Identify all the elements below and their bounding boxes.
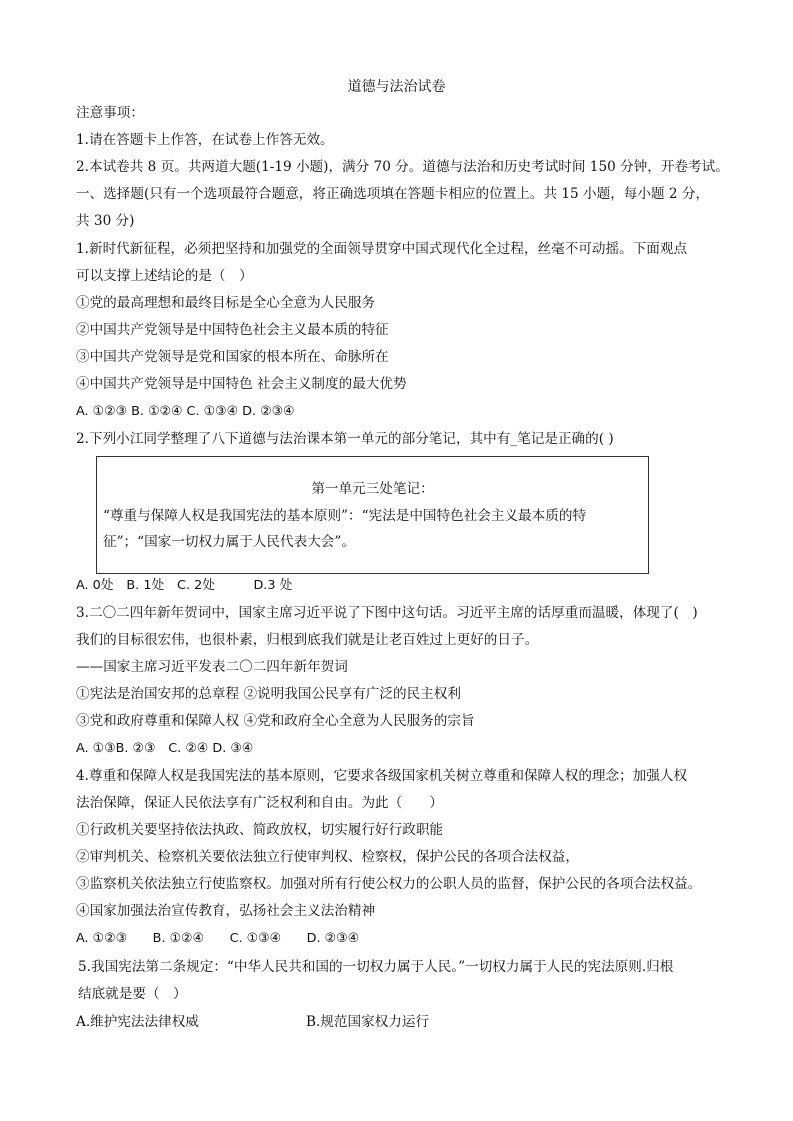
q5-option-b: B.规范国家权力运行 <box>306 1014 430 1030</box>
q4-item-1: ①行政机关要坚持依法执政、简政放权，切实履行好行政职能 <box>76 822 444 838</box>
q5-option-a: A.维护宪法法律权威 <box>76 1014 199 1030</box>
q3-quote: 我们的目标很宏伟，也很朴素，归根到底我们就是让老百姓过上更好的日子。 <box>76 632 539 648</box>
q4-item-2: ②审判机关、检察机关要依法独立行使审判权、检察权，保护公民的各项合法权益， <box>76 849 579 865</box>
q3-item-2: ③党和政府尊重和保障人权 ④党和政府全心全意为人民服务的宗旨 <box>76 713 475 729</box>
q1-item-1: ①党的最高理想和最终目标是全心全意为人民服务 <box>76 295 376 311</box>
q1-item-4: ④中国共产党领导是中国特色 社会主义制度的最大优势 <box>76 376 407 392</box>
note-1: 1.请在答题卡上作答，在试卷上作答无效。 <box>76 132 334 148</box>
note-2: 2.本试卷共 8 页。共两道大题(1-19 小题)，满分 70 分。道德与法治和历史考试时间 150 分钟，开卷考试。 <box>76 159 729 175</box>
q4-item-4: ④国家加强法治宣传教育，弘扬社会主义法治精神 <box>76 903 376 919</box>
section-heading: 一、选择题(只有一个选项最符合题意，将正确选项填在答题卡相应的位置上。共 15 小题，每小题 2 分， <box>76 186 710 202</box>
q1-options: A. ①②③ B. ①②④ C. ①③④ D. ②③④ <box>76 404 295 419</box>
q5-stem-cont: 结底就是要（ ） <box>78 986 187 1002</box>
q1-stem-cont: 可以支撑上述结论的是（ ） <box>76 268 253 284</box>
q1-item-2: ②中国共产党领导是中国特色社会主义最本质的特征 <box>76 322 389 338</box>
q3-options: A. ①③B. ②③ C. ②④ D. ③④ <box>76 741 254 756</box>
q4-item-3: ③监察机关依法独立行使监察权。加强对所有行使公权力的公职人员的监督，保护公民的各项合法权益。 <box>76 876 702 892</box>
q3-stem: 3.二〇二四年新年贺词中，国家主席习近平说了下图中这句话。习近平主席的话厚重而温暖，体现了( ) <box>76 605 698 621</box>
notes-heading: 注意事项： <box>76 105 144 121</box>
q2-box-line-1: “尊重与保障人权是我国宪法的基本原则”：“宪法是中国特色社会主义最本质的特 <box>103 508 587 524</box>
q1-item-3: ③中国共产党领导是党和国家的根本所在、命脉所在 <box>76 349 389 365</box>
q4-options: A. ①②③ B. ①②④ C. ①③④ D. ②③④ <box>76 931 360 946</box>
q3-item-1: ①宪法是治国安邦的总章程 ②说明我国公民享有广泛的民主权利 <box>76 686 461 702</box>
section-heading-cont: 共 30 分) <box>76 213 135 229</box>
q4-stem-cont: 法治保障，保证人民依法享有广泛权利和自由。为此（ ） <box>76 795 444 811</box>
page-title: 道德与法治试卷 <box>347 79 446 95</box>
q5-stem: 5.我国宪法第二条规定：“中华人民共和国的一切权力属于人民。”一切权力属于人民的宪法原则.归根 <box>78 959 674 975</box>
q2-box-title: 第一单元三处笔记： <box>311 481 434 497</box>
q2-options: A. 0处 B. 1处 C. 2处 D.3 处 <box>76 578 293 593</box>
q2-box-line-2: 征”；“国家一切权力属于人民代表大会”。 <box>103 534 355 550</box>
q3-source: ——国家主席习近平发表二〇二四年新年贺词 <box>76 659 348 675</box>
q1-stem: 1.新时代新征程，必须把坚持和加强党的全面领导贯穿中国式现代化全过程，丝毫不可动摇。下面观点 <box>76 241 688 257</box>
q2-stem: 2.下列小江同学整理了八下道德与法治课本第一单元的部分笔记，其中有_笔记是正确的( ) <box>76 431 614 447</box>
q4-stem: 4.尊重和保障人权是我国宪法的基本原则，它要求各级国家机关树立尊重和保障人权的理念；加强人权 <box>76 768 688 784</box>
q2-notes-box <box>96 456 649 574</box>
